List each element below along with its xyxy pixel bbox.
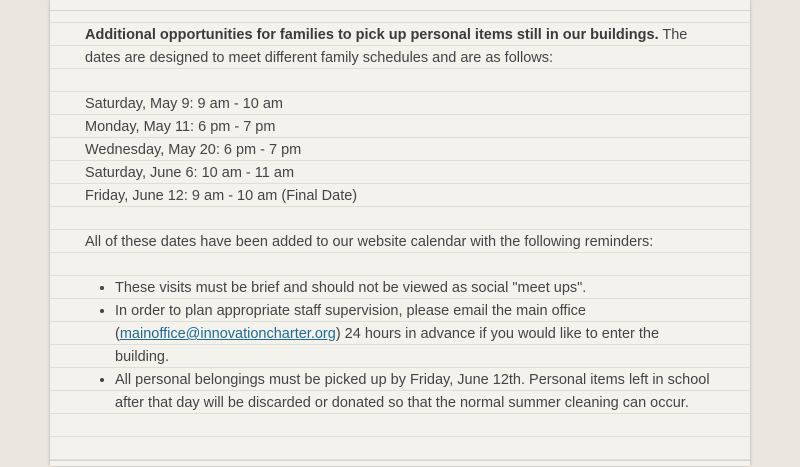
reminder-text: In order to plan appropriate staff supervision, please email the main office ( — [115, 303, 586, 342]
reminder-text: All personal belongings must be picked up by Friday, June 12th. Personal items left in school after that day will be discarded or donated so that the normal summer cleaning can occur. — [115, 372, 710, 411]
reminder-item — [115, 300, 715, 369]
reminder-text: These visits must be brief and should not be viewed as social "meet ups". — [115, 280, 587, 296]
date-item: Saturday, June 6: 10 am - 11 am — [85, 165, 295, 181]
reminders-intro: All of these dates have been added to our website calendar with the following reminders: — [85, 234, 654, 250]
article-content — [85, 24, 715, 415]
intro-heading: Additional opportunities for families to pick up personal items still in our buildings. — [85, 27, 659, 43]
reminder-text: ) 24 hours in advance if you would like to enter the building. — [115, 326, 660, 365]
intro-paragraph — [85, 24, 715, 70]
reminders-list — [85, 277, 715, 415]
main-office-email-link[interactable]: mainoffice@innovationcharter.org — [119, 326, 336, 342]
reminder-item — [115, 277, 715, 300]
date-item: Friday, June 12: 9 am - 10 am (Final Date) — [85, 188, 358, 204]
reminder-item — [115, 369, 715, 415]
newsletter-page — [50, 0, 750, 466]
date-item: Saturday, May 9: 9 am - 10 am — [85, 96, 283, 112]
date-item: Wednesday, May 20: 6 pm - 7 pm — [85, 142, 302, 158]
pickup-dates — [85, 93, 715, 208]
intro-text: The dates are designed to meet different family schedules and are as follows: — [85, 27, 688, 66]
date-item: Monday, May 11: 6 pm - 7 pm — [85, 119, 276, 135]
